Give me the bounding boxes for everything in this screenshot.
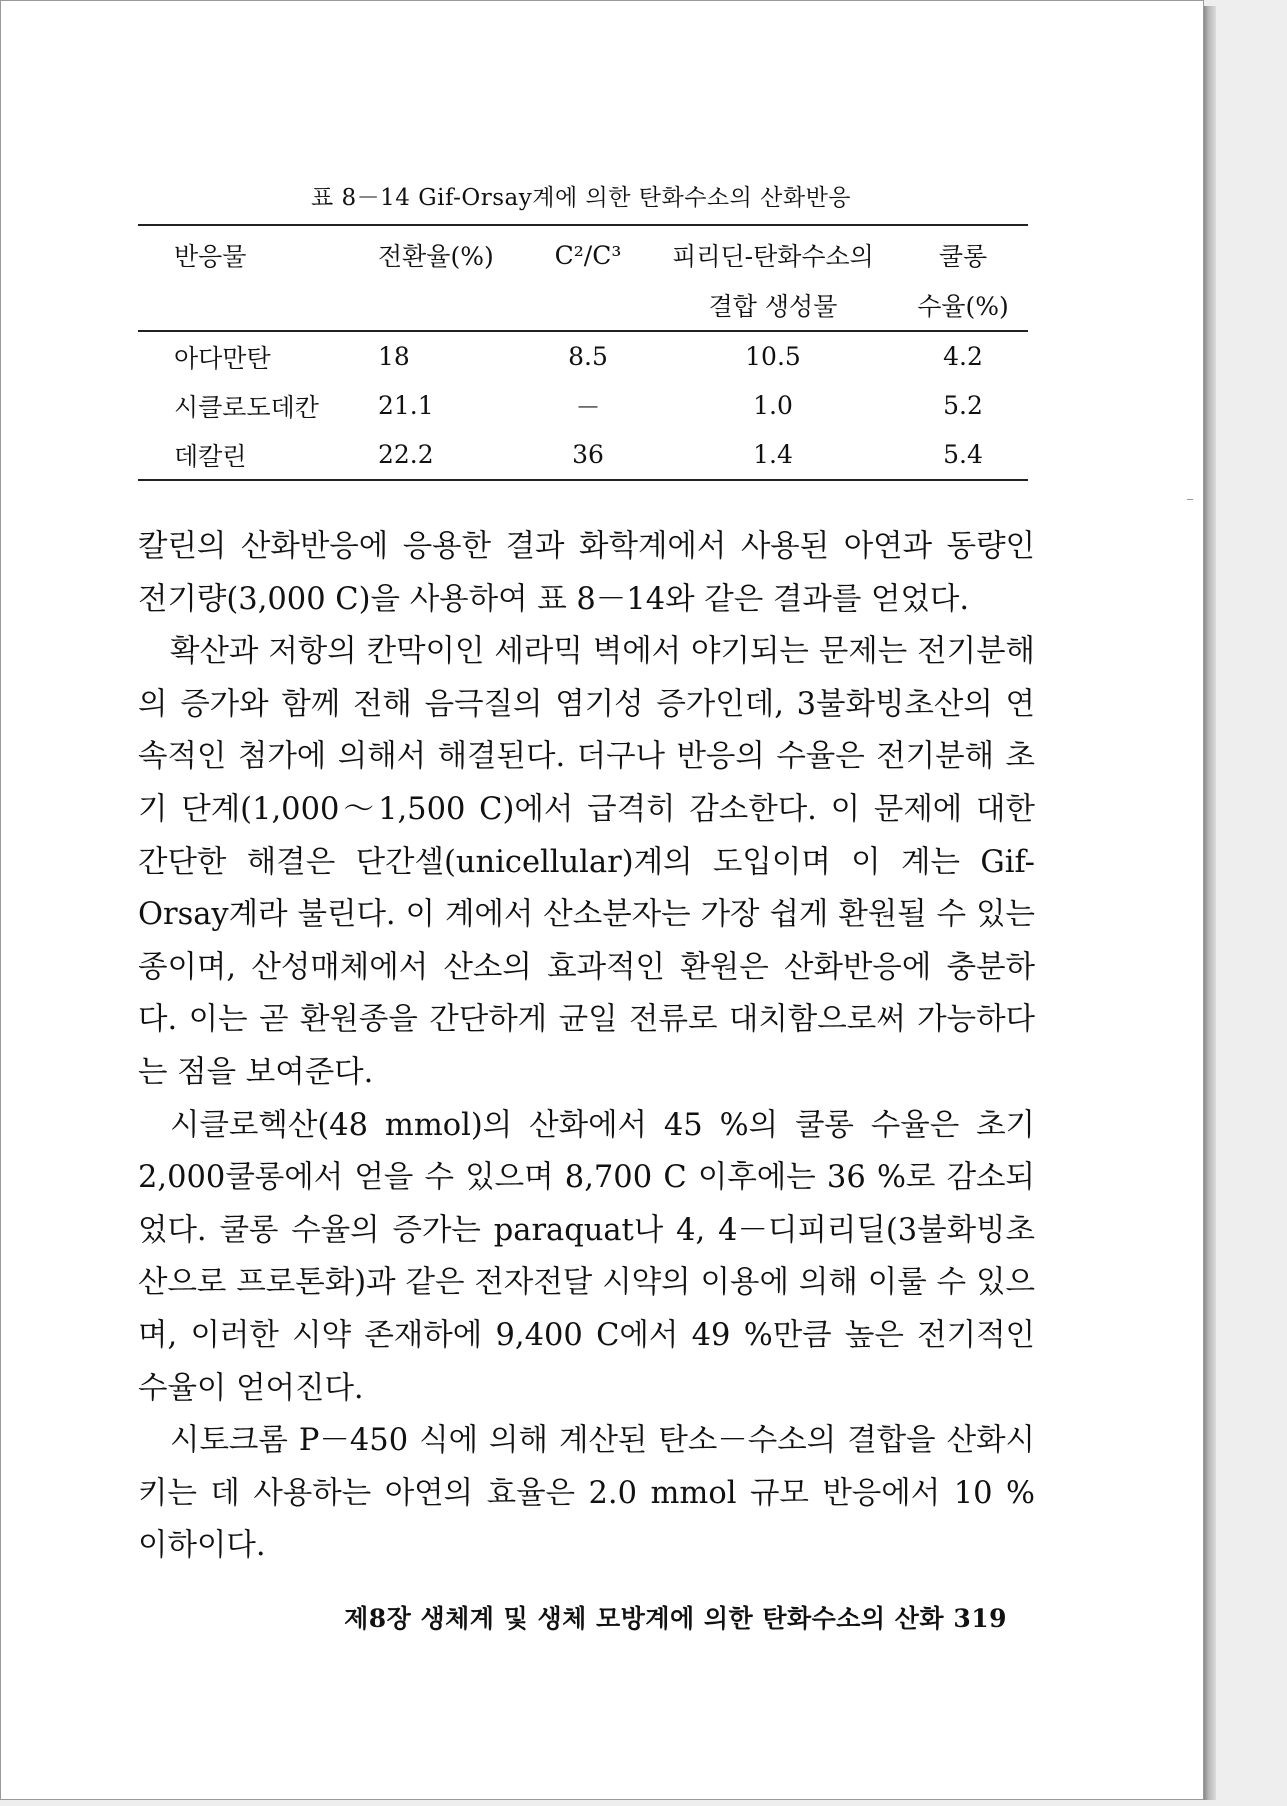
cell-pyridine-product: 1.0 bbox=[753, 391, 793, 420]
cell-ratio: － bbox=[575, 392, 601, 422]
cell-reactant: 시클로도데칸 bbox=[174, 392, 319, 422]
table-header-row bbox=[138, 225, 1028, 280]
table-row bbox=[138, 381, 1028, 430]
header-pyridine-product-sub: 결합 생성물 bbox=[708, 292, 838, 321]
cell-coulomb-yield: 5.2 bbox=[943, 391, 983, 420]
scan-mark bbox=[1187, 499, 1193, 500]
running-head: 제8장 생체계 및 생체 모방계에 의한 탄화수소의 산화 bbox=[344, 1604, 945, 1633]
table-caption: 표 8－14 Gif-Orsay계에 의한 탄화수소의 산화반응 bbox=[310, 185, 852, 211]
paragraph: 시토크롬 P－450 식에 의해 계산된 탄소－수소의 결합을 산화시키는 데 사용하는 아연의 효율은 2.0 mmol 규모 반응에서 10 % 이하이다. bbox=[138, 1423, 1035, 1564]
table-row bbox=[138, 331, 1028, 381]
cell-pyridine-product: 10.5 bbox=[745, 342, 801, 371]
header-coulomb-sub: 수율(%) bbox=[917, 292, 1009, 321]
header-reactant-sub bbox=[138, 280, 354, 331]
header-conversion: 전환율(%) bbox=[378, 242, 494, 271]
page-edge-shadow bbox=[1204, 6, 1216, 1800]
header-pyridine-product: 피리딘-탄화수소의 bbox=[672, 242, 874, 271]
cell-reactant: 데칼린 bbox=[138, 430, 354, 480]
cell-reactant: 아다만탄 bbox=[174, 343, 271, 373]
header-coulomb: 쿨롱 bbox=[938, 242, 988, 271]
page-footer bbox=[1, 1599, 1007, 1635]
header-ratio: C²/C³ bbox=[554, 240, 622, 270]
paragraph: 확산과 저항의 칸막이인 세라믹 벽에서 야기되는 문제는 전기분해의 증가와 함께 전해 음극질의 염기성 증가인데, 3불화빙초산의 연속적인 첨가에 의해서 해결된다. 더구나 반응의 수율은 전기분해 초기 단계(1,000～1,500 C)에서 급격히 감소한다. 이 문제에 대한 간단한 해결은 단간셀(unicellular)계의 도입이며 이 계는 Gif-Orsay계라 불린다. 이 계에서 산소분자는 가장 쉽게 환원될 수 있는 종이며, 산성매체에서 산소의 효과적인 환원은 산화반응에 충분하다. 이는 곧 환원종을 간단하게 균일 전류로 대치함으로써 가능하다는 점을 보여준다. bbox=[138, 634, 1035, 1090]
paragraph: 칼린의 산화반응에 응용한 결과 화학계에서 사용된 아연과 동량인 전기량(3,000 C)을 사용하여 표 8－14와 같은 결과를 얻었다. bbox=[138, 529, 1035, 617]
header-ratio-sub bbox=[528, 280, 648, 331]
results-table bbox=[138, 224, 1028, 481]
cell-coulomb-yield: 4.2 bbox=[943, 342, 983, 371]
cell-ratio: 8.5 bbox=[568, 342, 608, 371]
table-header-row bbox=[138, 280, 1028, 331]
table-row bbox=[138, 430, 1028, 480]
cell-conversion: 22.2 bbox=[354, 430, 528, 480]
header-reactant: 반응물 bbox=[174, 242, 247, 271]
paragraph: 시클로헥산(48 mmol)의 산화에서 45 %의 쿨롱 수율은 초기 2,000쿨롱에서 얻을 수 있으며 8,700 C 이후에는 36 %로 감소되었다. 쿨롱 수율의 증가는 paraquat나 4, 4－디피리딜(3불화빙초산으로 프로톤화)과 같은 전자전달 시약의 이용에 의해 이룰 수 있으며, 이러한 시약 존재하에 9,400 C에서 49 %만큼 높은 전기적인 수율이 얻어진다. bbox=[138, 1107, 1035, 1406]
page-number: 319 bbox=[953, 1604, 1007, 1633]
cell-coulomb-yield: 5.4 bbox=[898, 430, 1028, 480]
body-text bbox=[138, 521, 1035, 1573]
cell-ratio: 36 bbox=[528, 430, 648, 480]
header-conversion-sub bbox=[354, 280, 528, 331]
cell-pyridine-product: 1.4 bbox=[648, 430, 898, 480]
cell-conversion: 18 bbox=[378, 342, 410, 371]
cell-conversion: 21.1 bbox=[378, 391, 434, 420]
